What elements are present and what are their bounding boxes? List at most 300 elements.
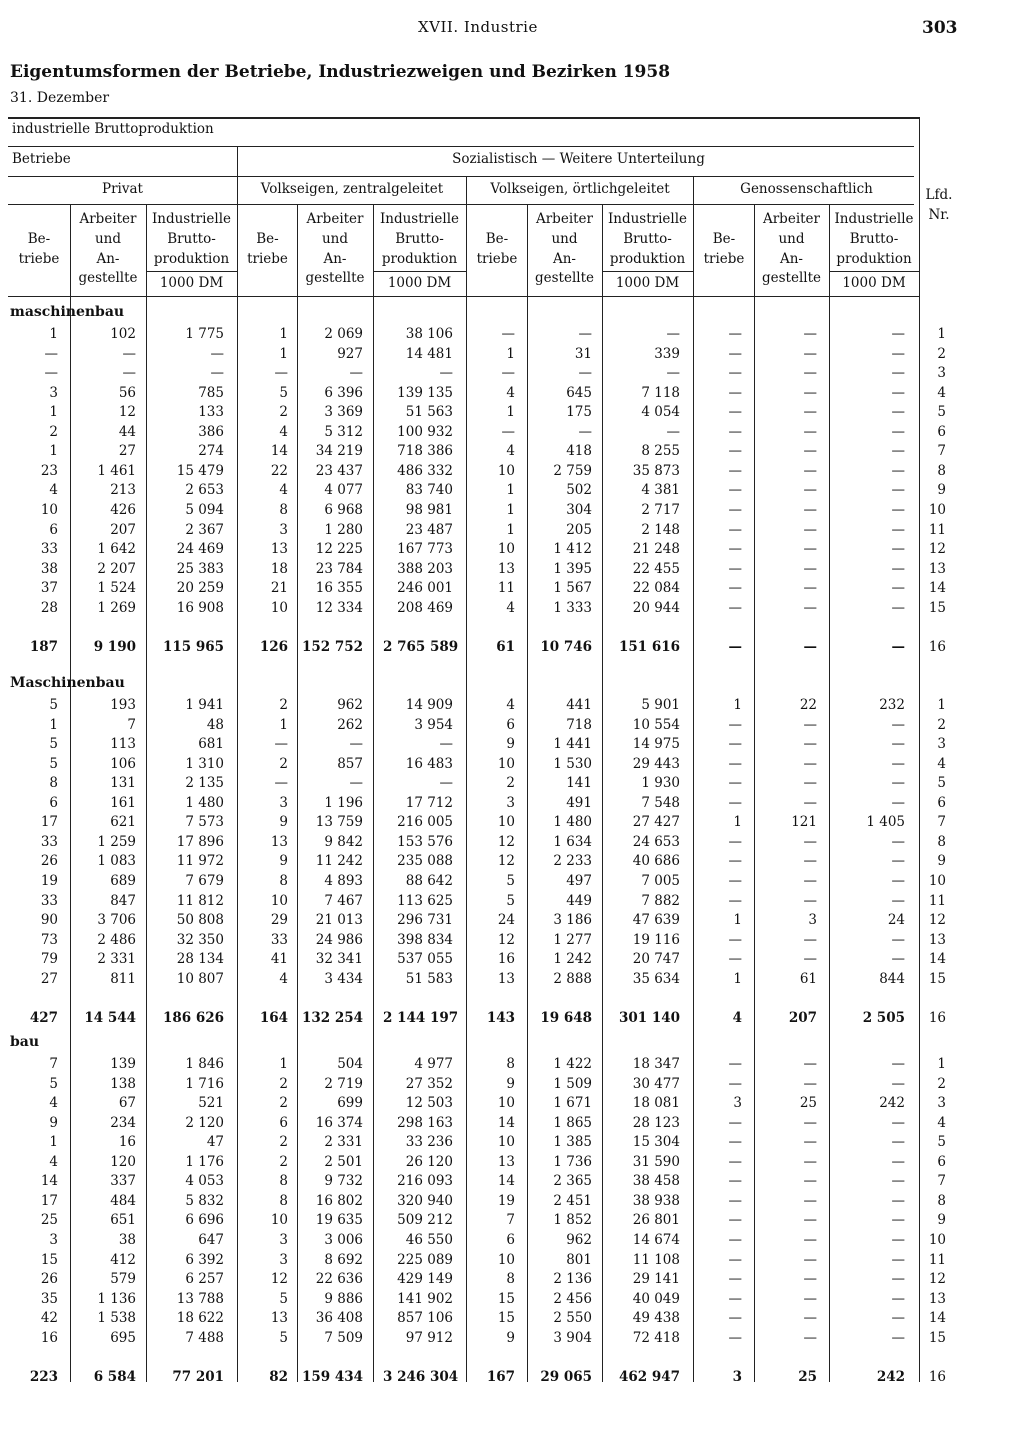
header-group-privat: Privat: [102, 181, 143, 197]
table-cell: 50 808: [176, 912, 224, 928]
table-cell: 138: [110, 1075, 136, 1092]
table-cell: 2 451: [553, 1192, 592, 1209]
table-cell: —: [803, 1114, 817, 1131]
col-arbeiter-1b: und: [94, 231, 122, 247]
table-cell: —: [891, 892, 905, 909]
table-cell: 8: [279, 1173, 288, 1190]
table-cell: 651: [110, 1212, 136, 1229]
table-cell: —: [891, 1134, 905, 1151]
table-cell: —: [891, 541, 905, 557]
table-cell: 120: [110, 1153, 136, 1170]
row-number: 11: [928, 1251, 946, 1268]
table-cell: 33: [40, 892, 58, 909]
row-number: 13: [928, 1290, 946, 1307]
table-cell: 1 385: [553, 1134, 592, 1151]
table-cell: —: [803, 853, 817, 870]
table-cell: 785: [198, 384, 224, 401]
table-cell: 13: [270, 541, 288, 557]
table-cell: —: [803, 775, 817, 792]
table-cell: 32 350: [176, 931, 224, 948]
table-cell: 1: [49, 404, 58, 421]
table-cell: 3: [279, 794, 288, 811]
table-cell: 30 477: [632, 1075, 680, 1092]
table-cell: 26: [40, 853, 58, 870]
total-cell: 462 947: [618, 1369, 680, 1386]
table-cell: 1 083: [97, 853, 136, 870]
col-brutto-2c: produktion: [381, 251, 458, 267]
table-cell: 2 331: [324, 1134, 363, 1151]
table-cell: 17: [40, 1192, 58, 1209]
table-cell: 398 834: [397, 931, 453, 948]
table-cell: —: [728, 775, 742, 792]
col-arbeiter-3d: gestellte: [534, 270, 595, 286]
table-cell: —: [439, 365, 453, 382]
table-cell: —: [44, 345, 58, 362]
table-cell: 33: [40, 541, 58, 557]
table-cell: —: [803, 1290, 817, 1307]
table-cell: 18 622: [176, 1310, 224, 1327]
table-cell: —: [803, 560, 817, 577]
table-cell: 274: [198, 443, 224, 460]
table-cell: 24: [887, 912, 905, 928]
table-cell: 21: [270, 580, 288, 597]
table-cell: 12 225: [315, 541, 363, 557]
table-cell: 847: [110, 892, 136, 909]
table-cell: 11 812: [176, 892, 224, 909]
table-cell: 320 940: [397, 1192, 453, 1209]
total-cell: 9 190: [93, 639, 136, 656]
table-cell: 2: [279, 697, 288, 713]
table-cell: 20 747: [632, 951, 680, 968]
table-cell: 16 355: [315, 580, 363, 597]
table-cell: 9 842: [324, 833, 363, 850]
header-top-label: industrielle Bruttoproduktion: [12, 121, 214, 137]
total-cell: 132 254: [301, 1010, 363, 1027]
table-cell: 23 487: [405, 521, 453, 538]
table-cell: 26 801: [632, 1212, 680, 1229]
table-cell: 426: [110, 502, 136, 518]
row-number: 7: [937, 443, 946, 460]
col-arbeiter-3c: An-: [552, 251, 576, 267]
table-cell: 14 975: [632, 736, 680, 753]
table-cell: 100 932: [397, 423, 453, 440]
table-cell: —: [803, 716, 817, 733]
table-cell: —: [210, 365, 224, 382]
col-brutto-1b: Brutto-: [167, 231, 216, 247]
table-cell: 9: [279, 814, 288, 831]
table-cell: —: [728, 873, 742, 889]
table-cell: 133: [198, 404, 224, 421]
table-cell: 15 479: [176, 462, 224, 479]
col-arbeiter-1d: gestellte: [78, 270, 138, 286]
table-cell: 1 269: [97, 599, 136, 616]
row-number: 5: [937, 404, 946, 421]
total-cell: 2 765 589: [383, 639, 459, 656]
table-cell: —: [803, 1329, 817, 1346]
table-cell: 4: [506, 384, 515, 401]
table-cell: —: [728, 1290, 742, 1307]
row-number: 15: [928, 599, 946, 616]
col-betriebe-4b: triebe: [703, 251, 745, 267]
table-cell: 22 455: [632, 560, 680, 577]
table-cell: —: [803, 462, 817, 479]
col-arbeiter-2b: und: [321, 231, 349, 247]
table-cell: 1 716: [185, 1075, 224, 1092]
table-cell: 2 207: [97, 560, 136, 577]
table-cell: 14 481: [405, 345, 453, 362]
row-number: 8: [937, 462, 946, 479]
table-cell: 11 972: [176, 853, 224, 870]
col-brutto-3c: produktion: [609, 251, 686, 267]
table-cell: 61: [799, 970, 817, 987]
col-arbeiter-4a: Arbeiter: [762, 211, 821, 227]
table-cell: —: [803, 931, 817, 948]
table-cell: 213: [110, 482, 136, 499]
table-cell: 7 548: [641, 794, 680, 811]
row-number: 3: [937, 1095, 946, 1112]
table-cell: 5: [49, 736, 58, 753]
table-cell: 1 277: [553, 931, 592, 948]
table-cell: 1: [49, 443, 58, 460]
table-cell: 102: [110, 326, 136, 342]
table-cell: 22: [799, 697, 817, 713]
rule-h1: [8, 146, 914, 147]
table-cell: —: [803, 951, 817, 968]
col-betriebe-1b: triebe: [18, 251, 60, 267]
table-cell: —: [803, 541, 817, 557]
col-betriebe-1a: Be-: [27, 231, 51, 247]
total-cell: 301 140: [618, 1010, 680, 1027]
row-number: 12: [928, 1271, 946, 1287]
table-cell: —: [210, 345, 224, 362]
header-group-genossenschaftlich: Genossenschaftlich: [740, 181, 873, 197]
table-cell: 19: [40, 873, 58, 889]
table-cell: 16: [497, 951, 515, 968]
table-cell: 97 912: [405, 1329, 453, 1346]
header-nr: Nr.: [928, 207, 950, 223]
table-cell: 139: [110, 1056, 136, 1072]
table-cell: 23: [40, 462, 58, 479]
row-number: 11: [928, 892, 946, 909]
table-cell: 1 852: [553, 1212, 592, 1229]
table-cell: —: [891, 1212, 905, 1229]
table-cell: 12: [270, 1271, 288, 1287]
table-cell: —: [891, 326, 905, 342]
table-cell: —: [803, 794, 817, 811]
table-cell: —: [728, 1153, 742, 1170]
total-cell: 25: [798, 1369, 817, 1386]
table-cell: 7 488: [185, 1329, 224, 1346]
table-cell: —: [728, 1232, 742, 1248]
table-cell: 8: [506, 1271, 515, 1287]
table-cell: 35 634: [632, 970, 680, 987]
table-cell: 14 674: [632, 1232, 680, 1248]
total-cell: 152 752: [301, 639, 363, 656]
unit-box-top-3: [602, 271, 693, 272]
row-number: 13: [928, 560, 946, 577]
table-cell: 13: [497, 970, 515, 987]
table-cell: 38: [118, 1232, 136, 1248]
table-cell: 1 480: [185, 794, 224, 811]
table-cell: 5: [506, 873, 515, 889]
table-cell: 296 731: [397, 912, 453, 928]
table-cell: 2 148: [641, 521, 680, 538]
table-cell: —: [728, 794, 742, 811]
table-cell: 67: [118, 1095, 136, 1112]
table-cell: 10 807: [176, 970, 224, 987]
table-cell: 113 625: [397, 892, 453, 909]
table-cell: 689: [110, 873, 136, 889]
header-sozialistisch: Sozialistisch — Weitere Unterteilung: [452, 151, 705, 167]
table-cell: —: [728, 736, 742, 753]
table-cell: 7: [127, 716, 136, 733]
table-cell: 1: [733, 970, 742, 987]
table-cell: 1: [506, 482, 515, 499]
table-cell: 509 212: [397, 1212, 453, 1229]
row-number: 16: [928, 1369, 946, 1386]
row-number: 12: [928, 912, 946, 928]
table-cell: —: [803, 1173, 817, 1190]
table-cell: 10: [497, 1251, 515, 1268]
table-cell: 1 538: [97, 1310, 136, 1327]
rule-head-bottom: [8, 296, 920, 297]
table-cell: —: [891, 794, 905, 811]
row-number: 2: [937, 345, 946, 362]
col-unit-1: 1000 DM: [159, 275, 224, 291]
table-cell: 4: [49, 482, 58, 499]
table-cell: —: [728, 1075, 742, 1092]
table-cell: —: [501, 365, 515, 382]
table-cell: —: [803, 599, 817, 616]
table-cell: 26: [40, 1271, 58, 1287]
table-cell: 73: [40, 931, 58, 948]
table-cell: 27: [40, 970, 58, 987]
table-cell: 35: [40, 1290, 58, 1307]
table-cell: —: [891, 1271, 905, 1287]
table-cell: 6: [49, 794, 58, 811]
table-cell: 2: [279, 1075, 288, 1092]
table-cell: —: [728, 1251, 742, 1268]
table-cell: 4: [506, 697, 515, 713]
table-cell: —: [439, 775, 453, 792]
table-cell: —: [891, 345, 905, 362]
table-cell: 6 696: [185, 1212, 224, 1229]
table-cell: 3 186: [553, 912, 592, 928]
table-cell: —: [891, 736, 905, 753]
table-cell: —: [891, 1329, 905, 1346]
col-brutto-4a: Industrielle: [834, 211, 914, 227]
table-cell: 16 374: [315, 1114, 363, 1131]
table-cell: 19 116: [632, 931, 680, 948]
table-cell: 5 094: [185, 502, 224, 518]
unit-box-top-4: [829, 271, 919, 272]
table-cell: —: [803, 1056, 817, 1072]
table-cell: 6: [49, 521, 58, 538]
table-cell: —: [728, 1114, 742, 1131]
row-number: 4: [937, 755, 946, 772]
table-cell: 47: [206, 1134, 224, 1151]
table-cell: 235 088: [397, 853, 453, 870]
table-cell: 28 123: [632, 1114, 680, 1131]
table-cell: —: [349, 736, 363, 753]
table-cell: 44: [118, 423, 136, 440]
total-cell: 186 626: [162, 1010, 224, 1027]
row-number: 2: [937, 716, 946, 733]
table-cell: —: [666, 365, 680, 382]
row-number: 13: [928, 931, 946, 948]
table-cell: 31 590: [632, 1153, 680, 1170]
table-cell: 2 331: [97, 951, 136, 968]
table-cell: 14: [270, 443, 288, 460]
table-cell: 34 219: [315, 443, 363, 460]
table-cell: 6: [506, 716, 515, 733]
table-cell: —: [728, 384, 742, 401]
col-betriebe-4a: Be-: [712, 231, 736, 247]
table-cell: 5: [279, 1329, 288, 1346]
row-number: 6: [937, 794, 946, 811]
table-cell: 4: [279, 423, 288, 440]
table-cell: 5: [49, 697, 58, 713]
table-cell: 5: [49, 755, 58, 772]
table-cell: 26 120: [405, 1153, 453, 1170]
col-unit-2: 1000 DM: [387, 275, 452, 291]
table-cell: 3: [279, 1251, 288, 1268]
table-cell: 5: [506, 892, 515, 909]
row-number: 10: [928, 1232, 946, 1248]
table-cell: 1 736: [553, 1153, 592, 1170]
table-cell: 2: [49, 423, 58, 440]
table-cell: 29 443: [632, 755, 680, 772]
col-arbeiter-3a: Arbeiter: [535, 211, 594, 227]
table-cell: 1 405: [866, 814, 905, 831]
col-betriebe-3b: triebe: [476, 251, 518, 267]
table-cell: —: [728, 462, 742, 479]
table-cell: 621: [110, 814, 136, 831]
table-cell: 23 784: [315, 560, 363, 577]
table-cell: 27 352: [405, 1075, 453, 1092]
table-cell: 153 576: [397, 833, 453, 850]
table-cell: 24 653: [632, 833, 680, 850]
table-cell: 33 236: [405, 1134, 453, 1151]
table-cell: 5 312: [324, 423, 363, 440]
table-cell: 718: [566, 716, 592, 733]
rule-top: [8, 117, 920, 119]
table-cell: —: [891, 560, 905, 577]
table-cell: —: [728, 951, 742, 968]
table-cell: 19: [497, 1192, 515, 1209]
table-cell: 2 717: [641, 502, 680, 518]
row-number: 4: [937, 384, 946, 401]
table-cell: 1 530: [553, 755, 592, 772]
table-cell: 1: [49, 1134, 58, 1151]
table-cell: 1 509: [553, 1075, 592, 1092]
table-cell: 242: [879, 1095, 905, 1112]
table-cell: —: [501, 423, 515, 440]
table-cell: 25 383: [176, 560, 224, 577]
table-cell: 51 583: [405, 970, 453, 987]
table-cell: 2 120: [185, 1114, 224, 1131]
table-cell: 33: [270, 931, 288, 948]
table-subtitle: 31. Dezember: [10, 90, 110, 106]
table-cell: 16 802: [315, 1192, 363, 1209]
table-cell: 2 653: [185, 482, 224, 499]
row-number: 5: [937, 1134, 946, 1151]
table-cell: 2 888: [553, 970, 592, 987]
table-cell: —: [803, 1134, 817, 1151]
total-cell: 14 544: [84, 1010, 136, 1027]
table-cell: 857: [337, 755, 363, 772]
table-cell: 13: [270, 1310, 288, 1327]
table-cell: 811: [110, 970, 136, 987]
table-cell: 2: [279, 404, 288, 421]
table-cell: —: [891, 1290, 905, 1307]
total-cell: 10 746: [540, 639, 592, 656]
table-cell: 1: [506, 345, 515, 362]
table-cell: 537 055: [397, 951, 453, 968]
table-cell: 7 118: [641, 384, 680, 401]
table-cell: 9: [49, 1114, 58, 1131]
table-cell: 418: [566, 443, 592, 460]
table-cell: —: [728, 345, 742, 362]
table-cell: —: [728, 580, 742, 597]
table-cell: 504: [337, 1056, 363, 1072]
table-cell: 10 554: [632, 716, 680, 733]
table-cell: 38: [40, 560, 58, 577]
table-cell: —: [578, 326, 592, 342]
table-cell: 24 986: [315, 931, 363, 948]
table-cell: 1: [733, 814, 742, 831]
table-cell: 6 968: [324, 502, 363, 518]
table-cell: —: [891, 951, 905, 968]
table-cell: 412: [110, 1251, 136, 1268]
total-cell: 159 434: [301, 1369, 363, 1386]
table-cell: —: [891, 599, 905, 616]
total-cell: 6 584: [93, 1369, 136, 1386]
table-cell: 216 093: [397, 1173, 453, 1190]
table-cell: —: [728, 892, 742, 909]
total-cell: —: [803, 639, 817, 656]
table-cell: —: [803, 502, 817, 518]
table-cell: 1 567: [553, 580, 592, 597]
table-cell: 12 334: [315, 599, 363, 616]
col-arbeiter-4c: An-: [779, 251, 803, 267]
table-cell: 6 257: [185, 1271, 224, 1287]
table-cell: 47 639: [632, 912, 680, 928]
table-cell: 801: [566, 1251, 592, 1268]
table-cell: —: [803, 1075, 817, 1092]
table-cell: 5 901: [641, 697, 680, 713]
table-cell: 8: [506, 1056, 515, 1072]
table-cell: —: [274, 365, 288, 382]
table-cell: —: [349, 365, 363, 382]
table-cell: —: [803, 1153, 817, 1170]
table-cell: —: [803, 365, 817, 382]
table-cell: 521: [198, 1095, 224, 1112]
table-cell: —: [891, 755, 905, 772]
table-cell: —: [803, 384, 817, 401]
table-cell: 1: [279, 1056, 288, 1072]
table-cell: —: [803, 404, 817, 421]
table-cell: 17 896: [176, 833, 224, 850]
table-cell: 4 977: [414, 1056, 453, 1072]
table-cell: 12: [497, 931, 515, 948]
header-group-oertlich: Volkseigen, örtlichgeleitet: [490, 181, 670, 197]
table-cell: —: [122, 365, 136, 382]
table-cell: 2 486: [97, 931, 136, 948]
table-cell: 33: [40, 833, 58, 850]
table-cell: 857 106: [397, 1310, 453, 1327]
unit-box-top-1: [146, 271, 237, 272]
